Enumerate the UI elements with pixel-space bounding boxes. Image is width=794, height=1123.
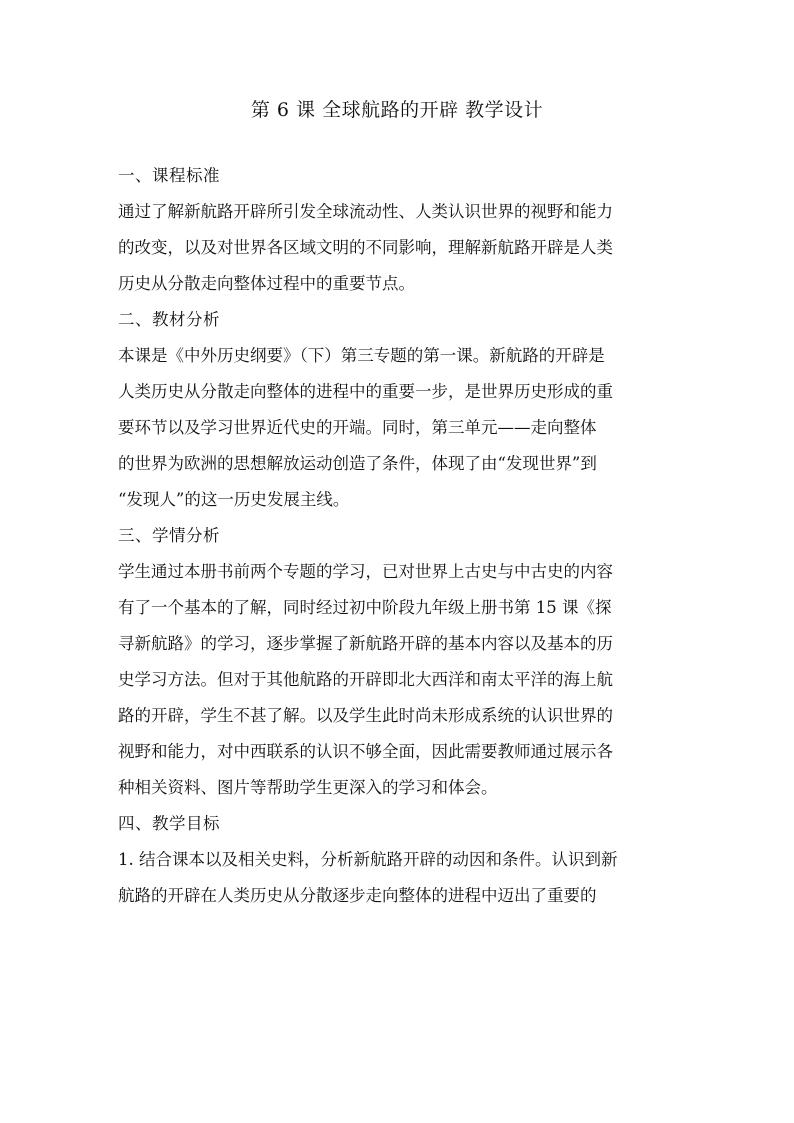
document-title: 第 6 课 全球航路的开辟 教学设计	[250, 99, 544, 121]
section-heading: 一、课程标准	[118, 166, 220, 185]
paragraph-line: 路的开辟，学生不甚了解。以及学生此时尚未形成系统的认识世界的	[118, 706, 613, 725]
paragraph-line: “发现人”的这一历史发展主线。	[118, 490, 350, 509]
section-heading: 四、教学目标	[118, 814, 220, 833]
paragraph-line: 要环节以及学习世界近代史的开端。同时，第三单元——走向整体	[118, 418, 597, 437]
paragraph-line: 历史从分散走向整体过程中的重要节点。	[118, 274, 415, 293]
paragraph-line: 有了一个基本的了解，同时经过初中阶段九年级上册书第 15 课《探	[118, 598, 612, 617]
paragraph-line: 寻新航路》的学习，逐步掌握了新航路开辟的基本内容以及基本的历	[118, 634, 613, 653]
paragraph-line: 史学习方法。但对于其他航路的开辟即北大西洋和南太平洋的海上航	[118, 670, 613, 689]
section-textbook-analysis	[118, 302, 678, 518]
document-body	[118, 158, 678, 914]
section-heading: 三、学情分析	[118, 526, 220, 545]
paragraph-line: 种相关资料、图片等帮助学生更深入的学习和体会。	[118, 778, 498, 797]
paragraph-line: 人类历史从分散走向整体的进程中的重要一步，是世界历史形成的重	[118, 382, 613, 401]
section-heading: 二、教材分析	[118, 310, 220, 329]
paragraph-line: 本课是《中外历史纲要》（下）第三专题的第一课。新航路的开辟是	[118, 346, 605, 365]
paragraph-line: 视野和能力，对中西联系的认识不够全面，因此需要教师通过展示各	[118, 742, 613, 761]
paragraph-line: 的改变，以及对世界各区域文明的不同影响，理解新航路开辟是人类	[118, 238, 613, 257]
paragraph-line: 学生通过本册书前两个专题的学习，已对世界上古史与中古史的内容	[118, 562, 613, 581]
paragraph-line: 1. 结合课本以及相关史料，分析新航路开辟的动因和条件。认识到新	[118, 850, 618, 869]
section-student-analysis	[118, 518, 678, 806]
paragraph-line: 通过了解新航路开辟所引发全球流动性、人类认识世界的视野和能力	[118, 202, 613, 221]
paragraph-line: 航路的开辟在人类历史从分散逐步走向整体的进程中迈出了重要的	[118, 886, 597, 905]
section-curriculum-standard	[118, 158, 678, 302]
paragraph-line: 的世界为欧洲的思想解放运动创造了条件，体现了由“发现世界”到	[118, 454, 597, 473]
section-teaching-objectives	[118, 806, 678, 914]
